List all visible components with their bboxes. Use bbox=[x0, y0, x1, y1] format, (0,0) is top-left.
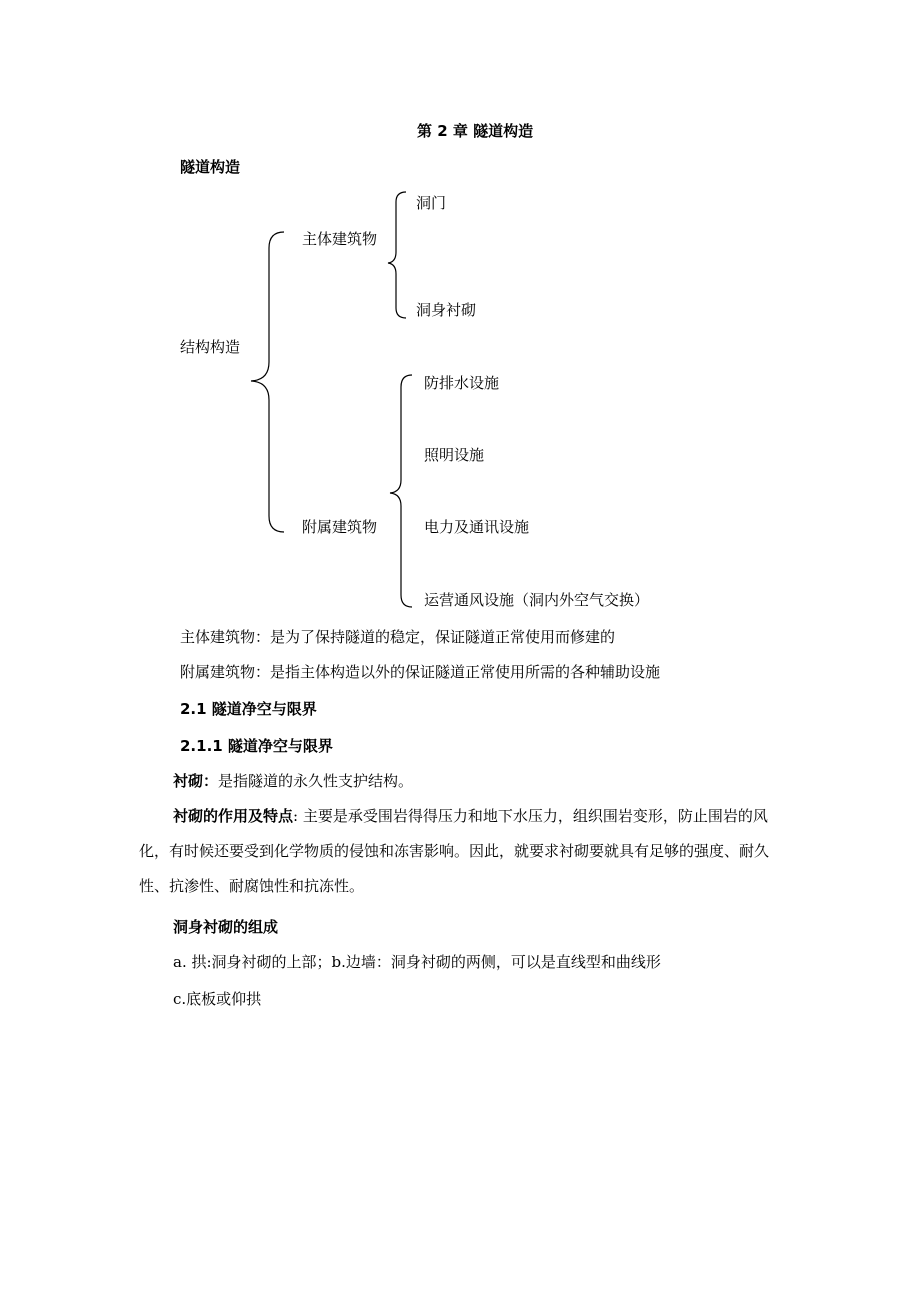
section-2-1-1-heading: 2.1.1 隧道净空与限界 bbox=[180, 737, 333, 755]
lining-definition bbox=[173, 771, 413, 791]
lining-text: 是指隧道的永久性支护结构。 bbox=[218, 772, 414, 790]
tree-aux-child-1: 防排水设施 bbox=[424, 374, 500, 392]
composition-heading: 洞身衬砌的组成 bbox=[173, 918, 279, 936]
chapter-title: 第 2 章 隧道构造 bbox=[417, 122, 534, 140]
composition-line-2: c.底板或仰拱 bbox=[173, 990, 262, 1008]
tree-aux-child-4: 运营通风设施（洞内外空气交换） bbox=[424, 591, 650, 609]
main-definition: 主体建筑物：是为了保持隧道的稳定，保证隧道正常使用而修建的 bbox=[180, 628, 616, 646]
tree-aux: 附属建筑物 bbox=[302, 518, 378, 536]
tree-main-child-2: 洞身衬砌 bbox=[416, 301, 477, 319]
main-brace bbox=[388, 192, 406, 318]
section-2-1-heading: 2.1 隧道净空与限界 bbox=[180, 700, 317, 718]
section-heading: 隧道构造 bbox=[180, 158, 241, 176]
tree-aux-child-2: 照明设施 bbox=[424, 446, 485, 464]
lining-role-paragraph bbox=[139, 799, 784, 904]
tree-main: 主体建筑物 bbox=[302, 230, 378, 248]
aux-definition: 附属建筑物：是指主体构造以外的保证隧道正常使用所需的各种辅助设施 bbox=[180, 663, 661, 681]
lining-role-term: 衬砌的作用及特点 bbox=[173, 807, 294, 825]
tree-aux-child-3: 电力及通讯设施 bbox=[424, 518, 530, 536]
tree-root: 结构构造 bbox=[180, 338, 241, 356]
lining-term: 衬砌： bbox=[173, 772, 219, 790]
composition-line-1: a. 拱:洞身衬砌的上部；b.边墙：洞身衬砌的两侧，可以是直线型和曲线形 bbox=[173, 953, 661, 971]
root-brace bbox=[251, 232, 284, 532]
lining-role-text: : 主要是承受围岩得得压力和地下水压力，组织围岩变形，防止围岩的风化，有时候还要受到化学物质的侵蚀和冻害影响。因此，就要求衬砌要就具有足够的强度、耐久性、抗渗性、耐腐蚀性和抗冻性。 bbox=[139, 807, 770, 895]
aux-brace bbox=[390, 375, 412, 607]
tree-main-child-1: 洞门 bbox=[416, 194, 447, 212]
